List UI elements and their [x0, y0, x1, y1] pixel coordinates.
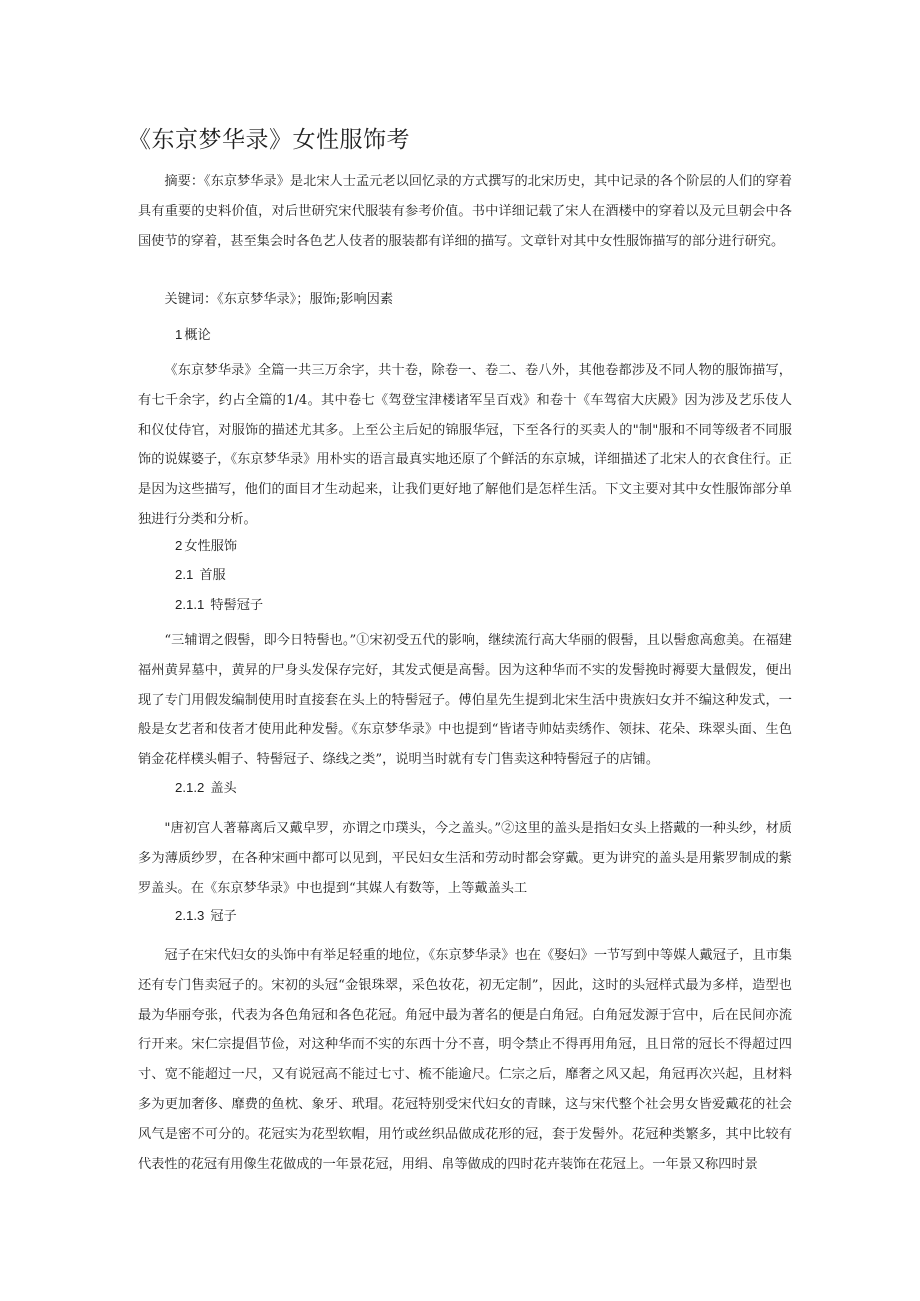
section-heading-2-1-2	[175, 778, 237, 799]
section-number: 2	[175, 538, 183, 553]
section-number: 2.1	[175, 567, 194, 582]
section-number: 1	[175, 327, 183, 342]
section-heading-1	[175, 325, 211, 346]
section-title: 概论	[184, 328, 211, 343]
section-title: 冠子	[210, 909, 237, 924]
section-heading-2	[175, 536, 237, 557]
section-title: 盖头	[210, 781, 237, 796]
section-heading-2-1-3	[175, 906, 237, 927]
section-heading-2-1	[175, 565, 226, 586]
section-2-1-3-paragraph: 冠子在宋代妇女的头饰中有举足轻重的地位，《东京梦华录》也在《娶妇》一节写到中等媒人戴冠子，且市集还有专门售卖冠子的。宋初的头冠“金银珠翠，采色妆花，初无定制”，因此，这时的头冠样式最为多样，造型也最为华丽夸张，代表为各色角冠和各色花冠。角冠中最为著名的便是白角冠。白角冠发源于宫中，后在民间亦流行开来。宋仁宗提倡节俭，对这种华而不实的东西十分不喜，明令禁止不得再用角冠，且日常的冠长不得超过四寸、宽不能超过一尺，又有说冠高不能过七寸、梳不能逾尺。仁宗之后，靡奢之风又起，角冠再次兴起，且材料多为更加奢侈、靡费的鱼枕、象牙、玳瑁。花冠特别受宋代妇女的青睐，这与宋代整个社会男女皆爱戴花的社会风气是密不可分的。花冠实为花型软帽，用竹或丝织品做成花形的冠，套于发髻外。花冠种类繁多，其中比较有代表性的花冠有用像生花做成的一年景花冠，用绢、帛等做成的四时花卉装饰在花冠上。一年景又称四时景	[138, 948, 792, 1172]
keywords-line: 关键词：《东京梦华录》；服饰;影响因素	[164, 292, 394, 307]
section-number: 2.1.1	[175, 597, 205, 612]
section-title: 首服	[199, 568, 226, 583]
abstract-paragraph: 摘要：《东京梦华录》是北宋人士孟元老以回忆录的方式撰写的北宋历史，其中记录的各个阶层的人们的穿着具有重要的史料价值，对后世研究宋代服装有参考价值。书中详细记载了宋人在酒楼中的穿着以及元旦朝会中各国使节的穿着，甚至集会时各色艺人伎者的服装都有详细的描写。文章针对其中女性服饰描写的部分进行研究。	[138, 174, 792, 249]
section-number: 2.1.2	[175, 780, 205, 795]
section-title: 特髻冠子	[210, 598, 264, 613]
section-number: 2.1.3	[175, 908, 205, 923]
section-title: 女性服饰	[184, 539, 238, 554]
section-2-1-1-paragraph: “三辅谓之假髻，即今日特髻也。”①宋初受五代的影响，继续流行高大华丽的假髻，且以髻愈高愈美。在福建福州黄昇墓中，黄昇的尸身头发保存完好，其发式便是高髻。因为这种华而不实的发髻挽时褥要大量假发，便出现了专门用假发编制使用时直接套在头上的特髻冠子。傅伯星先生提到北宋生活中贵族妇女并不编这种发式，一般是女艺者和伎者才使用此种发髻。《东京梦华录》中也提到“皆诸寺帅姑卖绣作、领抹、花朵、珠翠头面、生色销金花样樸头帽子、特髻冠子、绦线之类”，说明当时就有专门售卖这种特髻冠子的店铺。	[138, 633, 792, 768]
section-2-1-2-paragraph: "唐初宫人著幕离后又戴皁罗，亦谓之巾璞头，今之盖头。”②这里的盖头是指妇女头上搭戴的一种头纱，材质多为薄质纱罗，在各种宋画中都可以见到，平民妇女生活和劳动时都会穿戴。更为讲究的盖头是用紫罗制成的紫罗盖头。在《东京梦华录》中也提到“其媒人有数等，上等戴盖头工	[138, 821, 792, 896]
section-1-paragraph: 《东京梦华录》全篇一共三万余字，共十卷，除卷一、卷二、卷八外，其他卷都涉及不同人物的服饰描写，有七千余字，约占全篇的1/4。其中卷七《驾登宝津楼诸军呈百戏》和卷十《车驾宿大庆殿》因为涉及艺乐伎人和仪仗侍官，对服饰的描述尤其多。上至公主后妃的锦服华冠，下至各行的买卖人的"制"服和不同等级者不同服饰的说媒婆子，《东京梦华录》用朴实的语言最真实地还原了个鲜活的东京城，详细描述了北宋人的衣食住行。正是因为这些描写，他们的面目才生动起来，让我们更好地了解他们是怎样生活。下文主要对其中女性服饰部分单独进行分类和分析。	[138, 363, 792, 527]
document-title: 《东京梦华录》女性服饰考	[128, 127, 410, 153]
section-heading-2-1-1	[175, 595, 263, 616]
